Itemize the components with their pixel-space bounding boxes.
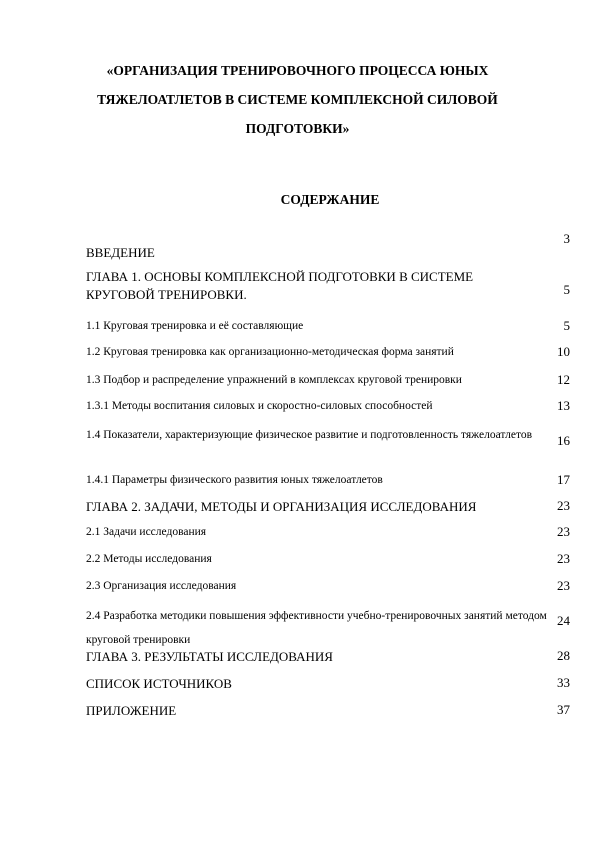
toc-entry-page: 5 xyxy=(563,318,570,333)
toc-entry-page: 12 xyxy=(557,372,570,387)
toc-entry-page: 23 xyxy=(557,578,570,593)
toc-entry[interactable] xyxy=(86,268,570,308)
toc-entry[interactable] xyxy=(86,426,570,462)
toc-entry-text: СПИСОК ИСТОЧНИКОВ xyxy=(86,676,232,691)
toc-entry-text: 2.4 Разработка методики повышения эффективности учебно-тренировочных занятий методом круговой тренировки xyxy=(86,610,547,646)
toc-entry-page: 23 xyxy=(557,524,570,539)
toc-entry[interactable] xyxy=(86,524,570,544)
toc-entry[interactable] xyxy=(86,551,570,571)
toc-entry-text: 2.3 Организация исследования xyxy=(86,580,237,592)
toc-entry[interactable] xyxy=(86,578,570,598)
toc-entry-text: ГЛАВА 3. РЕЗУЛЬТАТЫ ИССЛЕДОВАНИЯ xyxy=(86,649,333,664)
toc-entry[interactable] xyxy=(86,498,570,518)
toc-entry-page: 28 xyxy=(557,648,570,663)
title-line: ТЯЖЕЛОАТЛЕТОВ В СИСТЕМЕ КОМПЛЕКСНОЙ СИЛОВОЙ xyxy=(97,92,498,107)
contents-heading: СОДЕРЖАНИЕ xyxy=(280,192,380,207)
toc-entry-page: 33 xyxy=(557,675,570,690)
toc-entry[interactable] xyxy=(86,604,570,644)
title-line: «ОРГАНИЗАЦИЯ ТРЕНИРОВОЧНОГО ПРОЦЕССА ЮНЫХ xyxy=(106,63,489,78)
toc-entry-text: ГЛАВА 1. ОСНОВЫ КОМПЛЕКСНОЙ ПОДГОТОВКИ В СИСТЕМЕ КРУГОВОЙ ТРЕНИРОВКИ. xyxy=(86,269,474,302)
toc-entry-page: 23 xyxy=(557,498,570,513)
toc-entry-text: ПРИЛОЖЕНИЕ xyxy=(86,703,177,718)
toc-entry-page: 13 xyxy=(557,398,570,413)
toc-entry-page: 17 xyxy=(557,472,570,487)
toc-entry-text: ВВЕДЕНИЕ xyxy=(86,245,155,260)
toc-entry-page: 16 xyxy=(557,433,570,448)
title-line: ПОДГОТОВКИ» xyxy=(245,121,350,136)
toc-entry[interactable] xyxy=(86,472,570,492)
toc-entry-text: 1.4 Показатели, характеризующие физическое развитие и подготовленность тяжелоатлетов xyxy=(86,429,533,441)
toc-entry-text: 2.2 Методы исследования xyxy=(86,553,212,565)
toc-entry-page: 10 xyxy=(557,344,570,359)
toc-entry[interactable] xyxy=(86,228,570,260)
toc-entry-text: 1.3 Подбор и распределение упражнений в комплексах круговой тренировки xyxy=(86,374,462,386)
toc-entry[interactable] xyxy=(86,318,570,338)
toc-entry[interactable] xyxy=(86,675,570,695)
toc-entry[interactable] xyxy=(86,344,570,364)
toc-entry-text: 1.3.1 Методы воспитания силовых и скоростно-силовых способностей xyxy=(86,400,433,412)
toc-entry-page: 23 xyxy=(557,551,570,566)
toc-entry[interactable] xyxy=(86,372,570,392)
toc-entry-page: 24 xyxy=(557,613,570,628)
toc-entry-page: 37 xyxy=(557,702,570,717)
toc-entry[interactable] xyxy=(86,648,570,668)
document-title xyxy=(0,56,595,143)
toc-entry[interactable] xyxy=(86,702,570,722)
toc-entry-text: ГЛАВА 2. ЗАДАЧИ, МЕТОДЫ И ОРГАНИЗАЦИЯ ИССЛЕДОВАНИЯ xyxy=(86,499,477,514)
toc-entry-text: 1.1 Круговая тренировка и её составляющие xyxy=(86,320,304,332)
toc-entry-text: 1.4.1 Параметры физического развития юных тяжелоатлетов xyxy=(86,474,383,486)
toc-entry[interactable] xyxy=(86,398,570,418)
toc-entry-text: 1.2 Круговая тренировка как организационно-методическая форма занятий xyxy=(86,346,454,358)
toc-entry-page: 3 xyxy=(563,231,570,246)
toc-entry-text: 2.1 Задачи исследования xyxy=(86,526,207,538)
toc-entry-page: 5 xyxy=(563,282,570,297)
